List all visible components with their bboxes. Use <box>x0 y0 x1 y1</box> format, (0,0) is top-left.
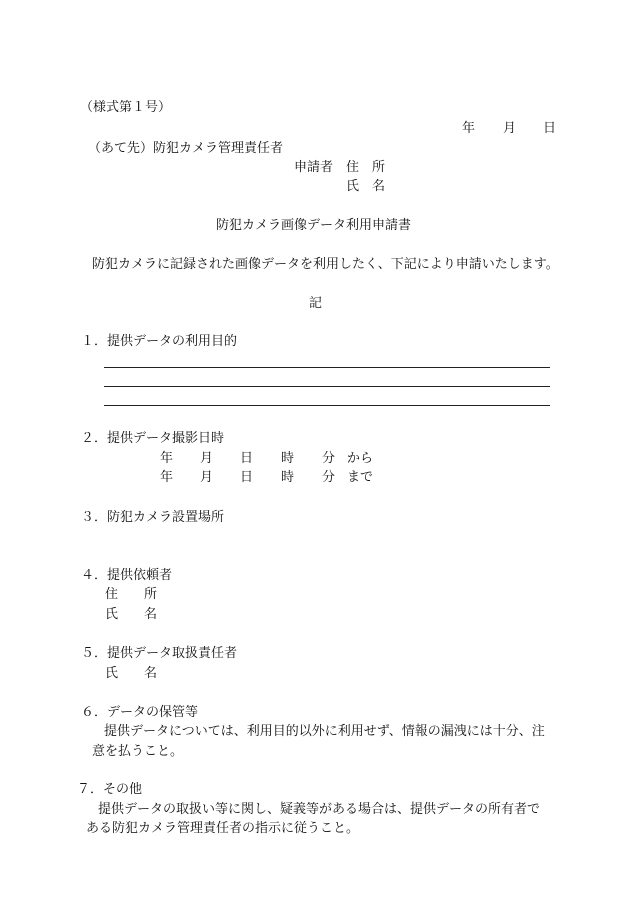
purpose-line-3 <box>104 405 550 406</box>
date-year-label: 年 <box>462 121 476 136</box>
section-6-body-line-2: 意を払うこと。 <box>92 744 184 759</box>
date-day-label: 日 <box>543 121 557 136</box>
purpose-line-2 <box>104 386 550 387</box>
section-7-heading: ７．その他 <box>77 782 143 797</box>
from-month-label: 月 <box>200 451 214 466</box>
section-7-body-line-2: ある防犯カメラ管理責任者の指示に従うこと。 <box>86 821 360 836</box>
applicant-address-label: 住 所 <box>346 160 386 175</box>
until-year-label: 年 <box>160 470 174 485</box>
applicant-name-label: 氏 名 <box>346 179 386 194</box>
requester-name-label: 氏 名 <box>105 607 158 622</box>
from-hour-label: 時 <box>281 451 295 466</box>
manager-name-label: 氏 名 <box>105 666 158 681</box>
section-4-heading: ４．提供依頼者 <box>81 568 173 583</box>
from-day-label: 日 <box>240 451 254 466</box>
until-month-label: 月 <box>200 470 214 485</box>
section-1-heading: １．提供データの利用目的 <box>81 334 238 349</box>
section-5-heading: ５．提供データ取扱責任者 <box>81 646 238 661</box>
until-day-label: 日 <box>240 470 254 485</box>
form-number: （様式第１号） <box>80 100 172 115</box>
until-hour-label: 時 <box>281 470 295 485</box>
document-title: 防犯カメラ画像データ利用申請書 <box>216 218 412 233</box>
from-label: から <box>347 451 374 466</box>
purpose-line-1 <box>104 367 550 368</box>
until-minute-label: 分 <box>322 470 336 485</box>
section-7-body-line-1: 提供データの取扱い等に関し、疑義等がある場合は、提供データの所有者で <box>98 802 541 817</box>
ki-label: 記 <box>309 296 323 311</box>
requester-address-label: 住 所 <box>105 587 158 602</box>
addressee: （あて先）防犯カメラ管理責任者 <box>88 141 284 156</box>
section-6-body-line-1: 提供データについては、利用目的以外に利用せず、情報の漏洩には十分、注 <box>104 724 545 739</box>
applicant-label: 申請者 <box>294 160 334 175</box>
intro-text: 防犯カメラに記録された画像データを利用したく、下記により申請いたします。 <box>92 257 559 272</box>
section-6-heading: ６．データの保管等 <box>81 705 199 720</box>
date-month-label: 月 <box>503 121 517 136</box>
from-year-label: 年 <box>160 451 174 466</box>
section-2-heading: ２．提供データ撮影日時 <box>81 431 225 446</box>
until-label: まで <box>347 470 374 485</box>
section-3-heading: ３．防犯カメラ設置場所 <box>81 510 225 525</box>
from-minute-label: 分 <box>322 451 336 466</box>
